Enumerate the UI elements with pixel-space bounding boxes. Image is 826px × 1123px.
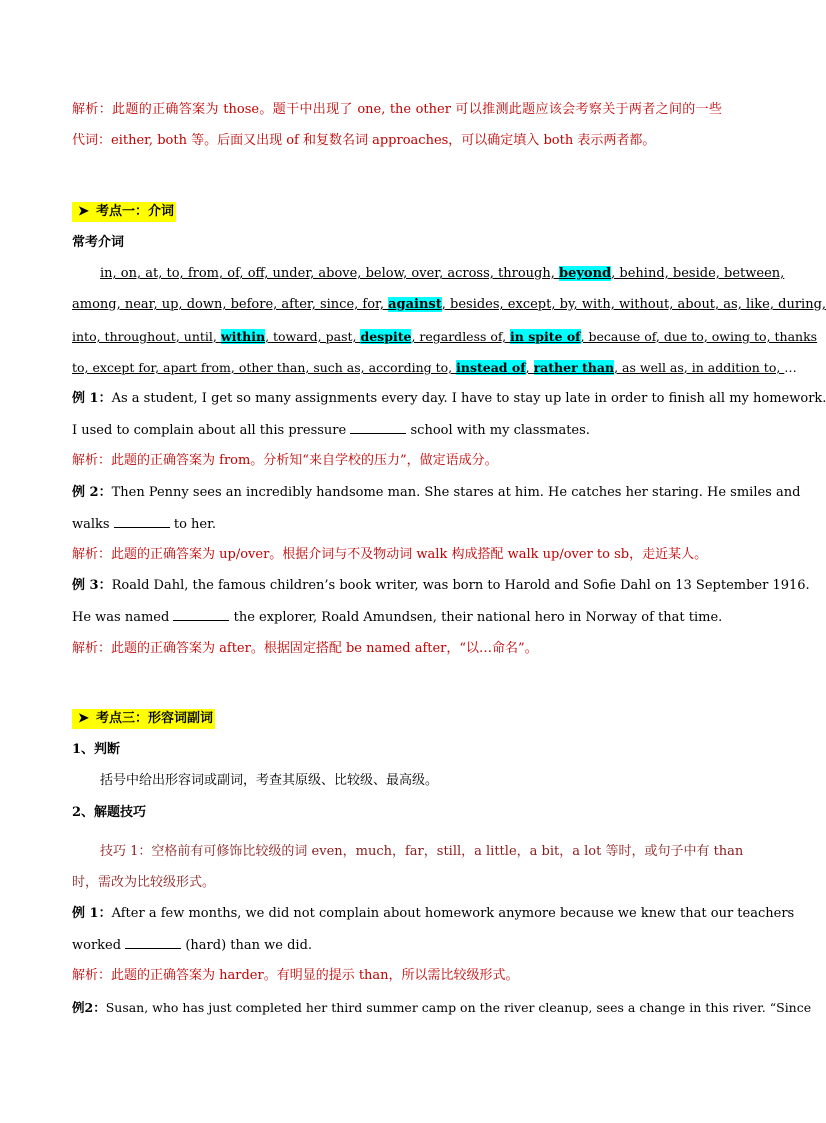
example-text: school with my classmates. [410, 423, 590, 438]
s1-example-3-line-2 [72, 608, 722, 627]
prep-text: , as well as, in addition to, [614, 360, 785, 375]
example-text: Then Penny sees an incredibly handsome man. She stares at him. He catches her staring. He smiles and [111, 485, 801, 500]
prep-highlight: against [388, 297, 442, 312]
prep-line-1 [72, 265, 785, 283]
prep-highlight: rather than [533, 360, 615, 375]
answer-blank [114, 515, 170, 528]
s1-example-1-line-2 [72, 421, 722, 440]
arrow-bullet-icon: ➤ [78, 711, 89, 726]
s1-example-2-line-2 [72, 515, 722, 534]
prep-text: , besides, except, by, with, without, about, as, like, during, [441, 297, 826, 312]
s1-example-1-line-1 [72, 390, 826, 408]
prep-text: , regardless of, [411, 329, 511, 344]
prep-line-3 [72, 328, 818, 346]
prep-highlight: despite [360, 329, 412, 344]
example-text: worked [72, 938, 122, 953]
example-text: the explorer, Roald Amundsen, their national hero in Norway of that time. [233, 610, 723, 625]
example-text: to her. [173, 517, 217, 532]
section-3-heading-judge: 1、判断 [72, 742, 121, 757]
tip-1-line-1: 技巧 1：空格前有可修饰比较级的词 even，much，far，still，a little，a bit，a lot 等时，或句子中有 than [100, 844, 744, 859]
prep-text: , [525, 360, 534, 375]
prep-highlight: instead of [456, 360, 526, 375]
prep-text: in, on, at, to, from, of, off, under, above, below, over, across, through, [100, 266, 559, 281]
prep-text: into, throughout, until, [72, 329, 221, 344]
s1-example-1-answer: 解析：此题的正确答案为 from。分析知“来自学校的压力”，做定语成分。 [72, 453, 498, 468]
section-3-heading-tips: 2、解题技巧 [72, 805, 147, 820]
prep-line-4 [72, 359, 797, 377]
section-3-heading [72, 709, 215, 729]
prep-text: to, except for, apart from, other than, such as, according to, [72, 360, 457, 375]
prep-ellipsis: … [784, 360, 797, 375]
answer-blank [350, 421, 406, 434]
prep-text: among, near, up, down, before, after, since, for, [72, 297, 389, 312]
example-text: After a few months, we did not complain about homework anymore because we knew that our teachers [111, 906, 795, 921]
s1-example-3-line-1 [72, 577, 810, 595]
example-text: As a student, I get so many assignments every day. I have to stay up late in order to finish all my homework. [111, 391, 826, 406]
example-text: (hard) than we did. [185, 938, 313, 953]
arrow-bullet-icon: ➤ [78, 204, 89, 219]
s1-example-2-line-1 [72, 484, 801, 502]
prep-text: , toward, past, [265, 329, 361, 344]
example-label: 例2： [72, 1000, 106, 1015]
tip-1-line-2: 时，需改为比较级形式。 [72, 875, 216, 890]
section-3-judge-text: 括号中给出形容词或副词，考查其原级、比较级、最高级。 [100, 773, 439, 788]
section-1-title: 考点一：介词 [96, 204, 175, 219]
example-text: Roald Dahl, the famous children’s book writer, was born to Harold and Sofie Dahl on 13 September 1916. [111, 578, 810, 593]
intro-answer-line-2: 代词：either, both 等。后面又出现 of 和复数名词 approaches，可以确定填入 both 表示两者都。 [72, 133, 656, 148]
prep-highlight: in spite of [510, 329, 581, 344]
prep-highlight: beyond [559, 266, 612, 281]
prep-line-2 [72, 296, 826, 314]
example-label: 例 2： [72, 485, 112, 500]
section-3-title: 考点三：形容词副词 [96, 711, 214, 726]
s3-example-1-answer: 解析：此题的正确答案为 harder。有明显的提示 than，所以需比较级形式。 [72, 968, 519, 983]
example-label: 例 1： [72, 906, 112, 921]
example-label: 例 3： [72, 578, 112, 593]
section-1-heading [72, 202, 176, 222]
prep-highlight: within [220, 329, 266, 344]
s1-example-2-answer: 解析：此题的正确答案为 up/over。根据介词与不及物动词 walk 构成搭配 walk up/over to sb，走近某人。 [72, 547, 708, 562]
example-text: I used to complain about all this pressure [72, 423, 347, 438]
prep-text: , because of, due to, owing to, thanks [580, 329, 818, 344]
answer-blank [125, 936, 181, 949]
s3-example-1-line-1 [72, 905, 795, 923]
section-1-subtitle: 常考介词 [72, 235, 125, 250]
example-label: 例 1： [72, 391, 112, 406]
intro-answer-line-1: 解析：此题的正确答案为 those。题干中出现了 one, the other 可以推测此题应该会考察关于两者之间的一些 [72, 102, 722, 117]
answer-blank [173, 608, 229, 621]
s1-example-3-answer: 解析：此题的正确答案为 after。根据固定搭配 be named after，“以…命名”。 [72, 641, 538, 656]
prep-text: , behind, beside, between, [611, 266, 785, 281]
example-text: walks [72, 517, 110, 532]
s3-example-1-line-2 [72, 936, 722, 955]
s3-example-2-line-1 [72, 999, 812, 1017]
example-text: He was named [72, 610, 170, 625]
example-text: Susan, who has just completed her third summer camp on the river cleanup, sees a change in this river. “Since [105, 1000, 812, 1015]
